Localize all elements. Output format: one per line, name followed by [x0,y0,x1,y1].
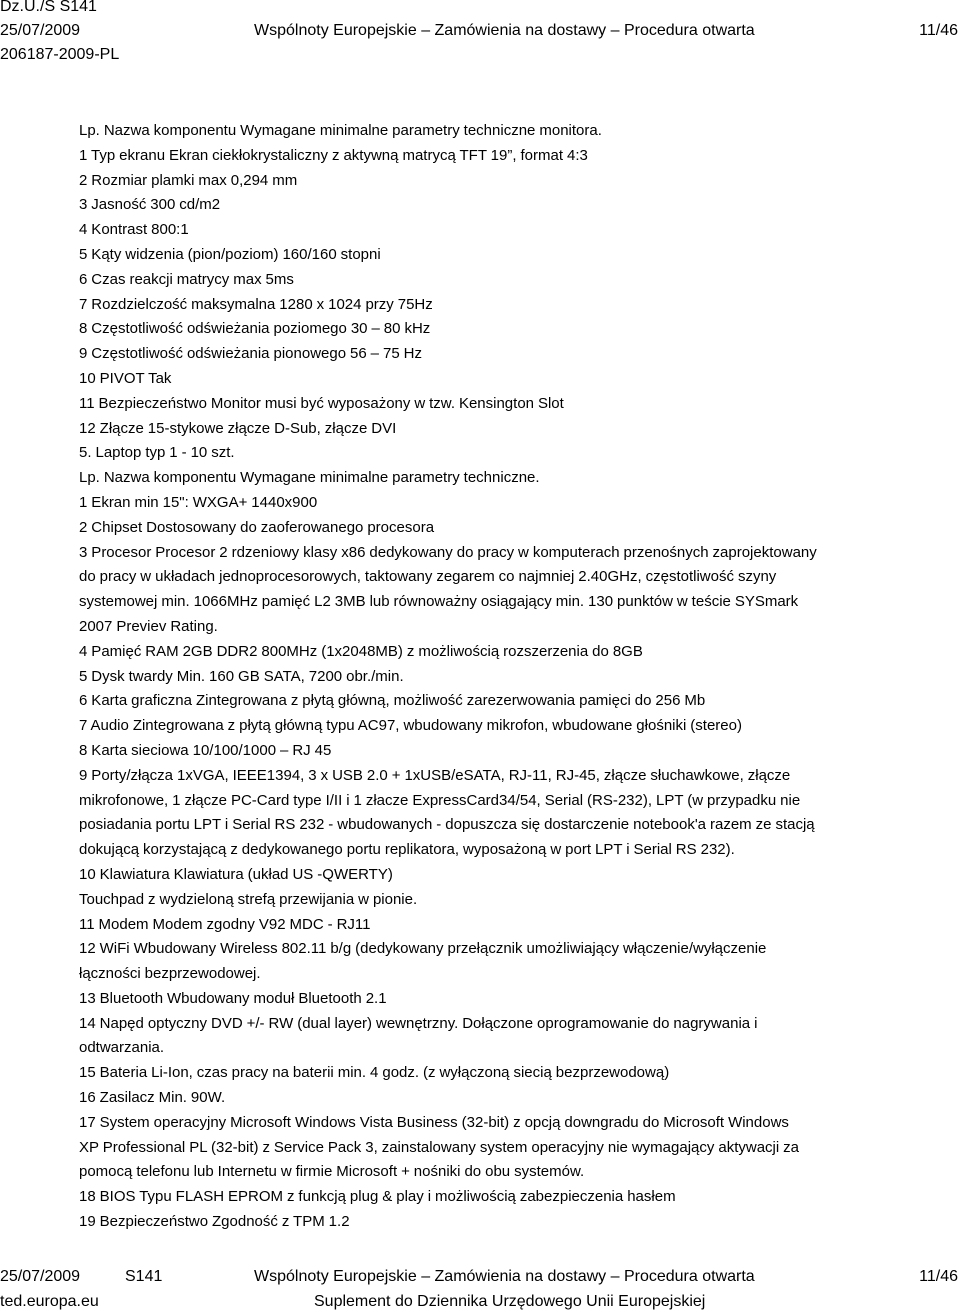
body-line: 3 Procesor Procesor 2 rdzeniowy klasy x86 dedykowany do pracy w komputerach przenośnych zaprojektowany [79,543,817,561]
body-line: 12 WiFi Wbudowany Wireless 802.11 b/g (dedykowany przełącznik umożliwiający włączenie/wyłączenie [79,940,767,958]
body-line: 14 Napęd optyczny DVD +/- RW (dual layer) wewnętrzny. Dołączone oprogramowanie do nagrywania i [79,1014,758,1032]
header-date: 25/07/2009 [0,22,81,39]
body-line: 2 Chipset Dostosowany do zaoferowanego procesora [79,518,435,536]
body-line: Touchpad z wydzieloną strefą przewijania w pionie. [79,890,418,908]
body-line: do pracy w układach jednoprocesorowych, taktowany zegarem co najmniej 2.40GHz, częstotliwość szyny [79,568,777,586]
body-line: Lp. Nazwa komponentu Wymagane minimalne parametry techniczne monitora. [79,122,602,139]
body-line: 2007 Previev Rating. [79,617,218,635]
body-line: 5. Laptop typ 1 - 10 szt. [79,444,235,462]
body-line: dokującą korzystającą z dedykowanego portu replikatora, wyposażoną w port LPT i Serial RS 232). [79,841,735,859]
body-line: 6 Czas reakcji matrycy max 5ms [79,270,294,288]
body-line: 10 PIVOT Tak [79,369,172,387]
notice-id: 206187-2009-PL [0,46,120,63]
body-line: 11 Modem Modem zgodny V92 MDC - RJ11 [79,915,371,933]
body-line: 1 Typ ekranu Ekran ciekłokrystaliczny z aktywną matrycą TFT 19”, format 4:3 [79,146,588,164]
body-line: 1 Ekran min 15": WXGA+ 1440x900 [79,493,318,511]
body-line: posiadania portu LPT i Serial RS 232 - wbudowanych - dopuszcza się dostarczenie notebook'a razem ze stacją [79,816,815,834]
body-line: łączności bezprzewodowej. [79,965,261,983]
body-line: 19 Bezpieczeństwo Zgodność z TPM 1.2 [79,1213,350,1231]
body-line: 8 Częstotliwość odświeżania poziomego 30 – 80 kHz [79,320,431,338]
body-line: 17 System operacyjny Microsoft Windows Vista Business (32-bit) z opcją downgradu do Microsoft Windows [79,1113,789,1131]
header-page-number: 11/46 [919,22,958,39]
body-line: 4 Pamięć RAM 2GB DDR2 800MHz (1x2048MB) z możliwością rozszerzenia do 8GB [79,642,643,660]
body-line: 5 Dysk twardy Min. 160 GB SATA, 7200 obr./min. [79,667,404,685]
body-line: 9 Porty/złącza 1xVGA, IEEE1394, 3 x USB 2.0 + 1xUSB/eSATA, RJ-11, RJ-45, złącze słuchawkowe, złącze [79,766,791,784]
body-line: Lp. Nazwa komponentu Wymagane minimalne parametry techniczne. [79,469,540,487]
body-line: 12 Złącze 15-stykowe złącze D-Sub, złącze DVI [79,419,397,437]
body-line: odtwarzania. [79,1039,165,1057]
footer-date: 25/07/2009 [0,1268,81,1285]
footer-page-number: 11/46 [919,1268,958,1285]
body-line: 15 Bateria Li-Ion, czas pracy na baterii min. 4 godz. (z wyłączoną siecią bezprzewodową) [79,1064,670,1082]
body-line: 11 Bezpieczeństwo Monitor musi być wyposażony w tzw. Kensington Slot [79,394,564,412]
body-line: 8 Karta sieciowa 10/100/1000 – RJ 45 [79,741,332,759]
body-line: 7 Audio Zintegrowana z płytą główną typu AC97, wbudowany mikrofon, wbudowane głośniki (stereo) [79,717,742,735]
body-line: mikrofonowe, 1 złącze PC-Card type I/II i 1 złacze ExpressCard34/54, Serial (RS-232), LPT (w przypadku nie [79,791,801,809]
body-line: 4 Kontrast 800:1 [79,221,189,239]
body-line: 18 BIOS Typu FLASH EPROM z funkcją plug & play i możliwością zabezpieczenia hasłem [79,1188,676,1206]
footer-site: ted.europa.eu [0,1293,99,1310]
footer-title: Wspólnoty Europejskie – Zamówienia na dostawy – Procedura otwarta [254,1268,755,1285]
body-line: pomocą telefonu lub Internetu w firmie Microsoft + nośniki do obu systemów. [79,1163,585,1181]
body-line: 10 Klawiatura Klawiatura (układ US -QWERTY) [79,865,393,883]
body-line: 7 Rozdzielczość maksymalna 1280 x 1024 przy 75Hz [79,295,433,313]
body-line: 2 Rozmiar plamki max 0,294 mm [79,171,298,189]
body-line: 5 Kąty widzenia (pion/poziom) 160/160 stopni [79,245,381,263]
document-body [79,119,955,1235]
body-line: systemowej min. 1066MHz pamięć L2 3MB lub równoważny osiągający min. 130 punktów w teście SYSmark [79,593,799,611]
body-line: 6 Karta graficzna Zintegrowana z płytą główną, możliwość zarezerwowania pamięci do 256 Mb [79,692,706,710]
page-footer [0,1262,960,1311]
header-title: Wspólnoty Europejskie – Zamówienia na dostawy – Procedura otwarta [254,22,755,39]
page-header [0,0,960,72]
body-line: 9 Częstotliwość odświeżania pionowego 56 – 75 Hz [79,345,422,363]
body-line: 16 Zasilacz Min. 90W. [79,1089,226,1107]
doc-ref: Dz.U./S S141 [0,0,97,15]
body-line: 13 Bluetooth Wbudowany moduł Bluetooth 2.1 [79,989,387,1007]
footer-supplement: Suplement do Dziennika Urzędowego Unii Europejskiej [314,1293,706,1310]
footer-code: S141 [125,1268,163,1285]
body-line: XP Professional PL (32-bit) z Service Pack 3, zainstalowany system operacyjny nie wymagający aktywacji za [79,1138,800,1156]
body-line: 3 Jasność 300 cd/m2 [79,196,221,214]
